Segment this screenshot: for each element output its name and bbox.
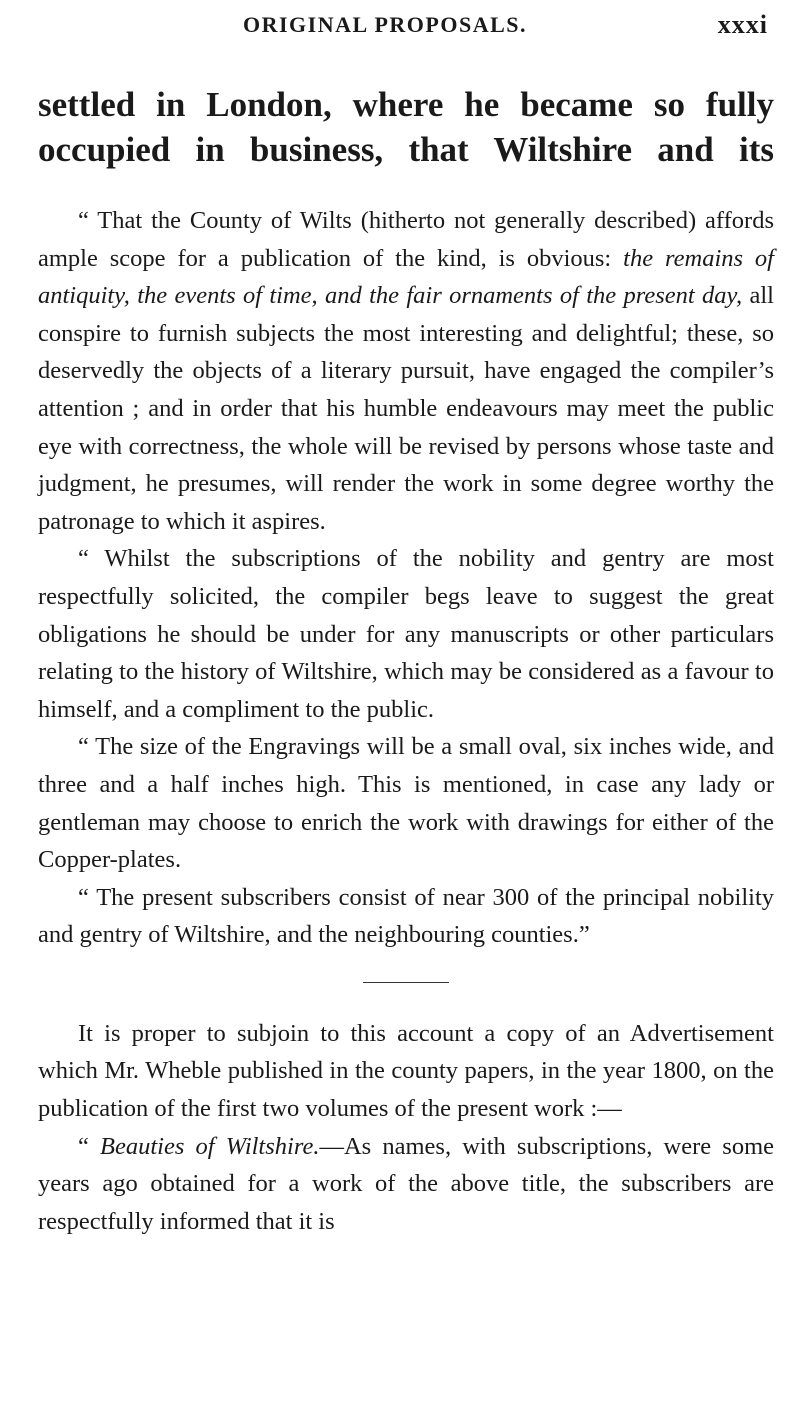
large-text-line-1: settled in London, where he became so fully: [38, 85, 774, 124]
advertisement-tail: —As names, with subscriptions, were some years ago obtained for a work of the above title, the subscribers are respectfully informed that it is: [38, 1132, 774, 1235]
quote-paragraph-1: [38, 202, 774, 540]
quote-paragraph-3: “ The size of the Engravings will be a small oval, six inches wide, and three and a half inches high. This is mentioned, in case any lady or gentleman may choose to enrich the work with drawings for either of the Copper-plates.: [38, 733, 774, 874]
large-text-line-2: occupied in business, that Wiltshire and its: [38, 130, 774, 169]
section-divider: [363, 982, 449, 983]
quote-paragraph-1-italic: the remains of antiquity, the events of time, and the fair ornaments of the present day,: [38, 244, 774, 310]
page-number: xxxi: [717, 10, 768, 39]
quote-paragraph-1-lead: “ That the County of Wilts (hitherto not generally described) affords ample scope for a publication of the kind, is obvious:: [38, 207, 774, 272]
body-text: [38, 202, 774, 1240]
running-title: ORIGINAL PROPOSALS.: [243, 12, 527, 37]
quote-paragraph-1-tail: all conspire to furnish subjects the most interesting and delightful; these, so deservedly the objects of a literary pursuit, have engaged the compiler’s attention ; and in order that his humble endeavours may meet the public eye with correctness, the whole will be revised by persons whose taste and judgment, he presumes, will render the work in some degree worthy the patronage to which it aspires.: [38, 282, 774, 535]
quote-paragraph-2: “ Whilst the subscriptions of the nobility and gentry are most respectfully solicited, the compiler begs leave to suggest the great obligations he should be under for any manuscripts or other particulars relating to the history of Wiltshire, which may be considered as a favour to himself, and a compliment to the public.: [38, 545, 774, 723]
closing-paragraph: It is proper to subjoin to this account a copy of an Advertisement which Mr. Wheble published in the county papers, in the year 1800, on the publication of the first two volumes of the present work :—: [38, 1019, 774, 1123]
advertisement-lead: “: [78, 1132, 101, 1160]
quote-paragraph-4: “ The present subscribers consist of near 300 of the principal nobility and gentry of Wiltshire, and the neighbouring counties.”: [38, 883, 774, 949]
advertisement-paragraph: [38, 1128, 774, 1241]
large-text-block: [38, 82, 774, 172]
running-head: [38, 12, 774, 42]
advertisement-title: Beauties of Wiltshire.: [100, 1132, 320, 1160]
document-page: [38, 0, 774, 1414]
